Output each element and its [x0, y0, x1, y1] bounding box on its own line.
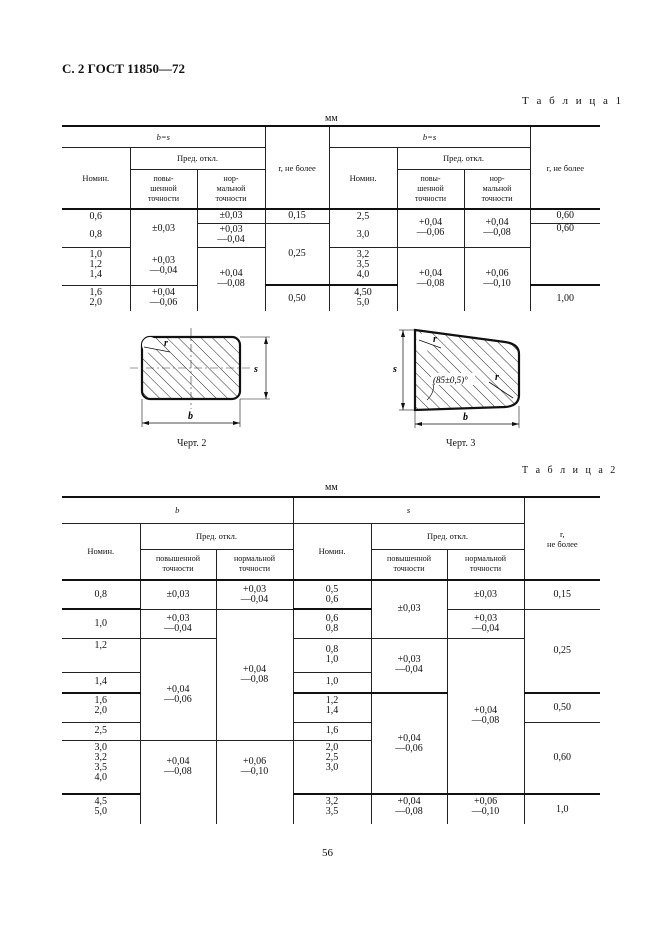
t1-nom-header-right: Номин.	[329, 147, 397, 209]
t2-s-norm-header: нормальной точности	[447, 549, 524, 580]
t1-group-right: b=s	[329, 126, 530, 147]
t2-cell: 0,25	[553, 644, 572, 656]
t1-nom-header-left: Номин.	[62, 147, 130, 209]
t1-cell: +0,03 —0,04	[197, 223, 265, 247]
t1-cell: +0,04 —0,06	[397, 209, 464, 247]
t1-cell: 1,00	[530, 285, 600, 311]
t1-pred-header-left: Пред. откл.	[130, 147, 265, 169]
t2-cell: ±0,03	[371, 580, 447, 638]
figure-3-caption: Черт. 3	[446, 438, 476, 449]
t2-cell: +0,03 —0,04	[447, 609, 524, 638]
fig2-r-label: r	[164, 338, 168, 349]
t1-group-left: b=s	[62, 126, 265, 147]
t2-b-group: b	[62, 497, 293, 523]
t2-cell: +0,04 —0,06	[371, 693, 447, 794]
figure-2-drawing	[120, 325, 280, 440]
t2-b-norm-header: нормальной точности	[216, 549, 293, 580]
t1-pov-header-left: повы- шенной точности	[130, 169, 197, 209]
fig2-b-label: b	[188, 411, 193, 422]
t1-pred-header-right: Пред. откл.	[397, 147, 530, 169]
t2-cell: +0,03 —0,04	[140, 609, 216, 638]
t2-s-group: s	[293, 497, 524, 523]
t2-cell: +0,04 —0,06	[140, 638, 216, 740]
t2-cell: 0,5 0,6	[293, 580, 371, 609]
fig3-r-label-bottom: r	[495, 372, 499, 383]
table2-units: мм	[325, 482, 338, 493]
t1-cell: +0,04 —0,08	[397, 247, 464, 311]
t2-cell: +0,04 —0,08	[140, 740, 216, 824]
table1-units: мм	[325, 113, 338, 124]
t2-cell: 1,0	[293, 672, 371, 693]
table1-caption: Т а б л и ц а 1	[522, 95, 624, 107]
fig3-s-label: s	[393, 364, 397, 375]
t2-cell: +0,06 —0,10	[447, 794, 524, 824]
t2-cell: 1,4	[62, 672, 140, 693]
t1-r-header-right: r, не более	[530, 126, 600, 209]
t2-cell: +0,06 —0,10	[216, 740, 293, 824]
t2-cell: 1,0	[62, 609, 140, 638]
t2-cell: +0,03 —0,04	[216, 580, 293, 609]
t2-r-header: r, не более	[524, 497, 600, 580]
t2-cell: 0,15	[524, 580, 600, 609]
t2-cell: 1,0	[524, 794, 600, 824]
t2-cell: 0,6 0,8	[293, 609, 371, 638]
t1-cell: 0,8	[62, 223, 130, 247]
t1-cell: 0,50	[265, 285, 329, 311]
t2-s-pred-header: Пред. откл.	[371, 523, 524, 549]
t1-cell: 0,25	[265, 223, 329, 285]
t1-cell: 3,2 3,5 4,0	[329, 247, 397, 285]
t2-cell: 0,8	[62, 580, 140, 609]
t1-cell: 0,6	[62, 209, 130, 223]
t2-cell: 3,0 3,2 3,5 4,0	[62, 740, 140, 794]
t2-b-pov-header: повышенной точности	[140, 549, 216, 580]
table1	[62, 125, 600, 311]
t1-cell: +0,06 —0,10	[464, 247, 530, 311]
t2-s-nom-header: Номин.	[293, 523, 371, 580]
fig3-angle-label: (85±0,5)°	[433, 375, 468, 385]
t1-cell: +0,04 —0,06	[130, 285, 197, 311]
fig3-b-label: b	[463, 412, 468, 423]
fig2-s-label: s	[254, 364, 258, 375]
t1-cell: +0,04 —0,08	[197, 247, 265, 311]
t1-cell: 2,5	[329, 209, 397, 223]
t1-r-header-left: r, не более	[265, 126, 329, 209]
t2-cell: 0,50	[524, 693, 600, 722]
page-header: С. 2 ГОСТ 11850—72	[62, 61, 185, 76]
t1-norm-header-right: нор- мальной точности	[464, 169, 530, 209]
t2-cell: 4,5 5,0	[62, 794, 140, 824]
t2-cell: 2,0 2,5 3,0	[293, 740, 371, 794]
t2-cell: 3,2 3,5	[293, 794, 371, 824]
t1-pov-header-right: повы- шенной точности	[397, 169, 464, 209]
t1-cell: 0,60	[556, 222, 575, 234]
figure-2-caption: Черт. 2	[177, 438, 207, 449]
t2-cell: ±0,03	[447, 580, 524, 609]
t2-cell: 2,5	[62, 722, 140, 740]
t2-cell: 1,2	[62, 638, 140, 672]
table2	[62, 496, 600, 824]
t2-cell: ±0,03	[140, 580, 216, 609]
t2-cell: 1,6 2,0	[62, 693, 140, 722]
table2-caption: Т а б л и ц а 2	[522, 465, 618, 476]
t1-norm-header-left: нор- мальной точности	[197, 169, 265, 209]
t2-cell: 0,8 1,0	[293, 638, 371, 672]
t2-cell: +0,03 —0,04	[371, 638, 447, 693]
t2-cell: +0,04 —0,08	[216, 609, 293, 740]
t1-cell: ±0,03	[197, 209, 265, 223]
t2-cell: 1,2 1,4	[293, 693, 371, 722]
t1-cell: 3,0	[329, 223, 397, 247]
fig3-r-label-top: r	[433, 334, 437, 345]
t2-s-pov-header: повышенной точности	[371, 549, 447, 580]
t1-cell: +0,03 —0,04	[130, 247, 197, 285]
t1-cell: 1,6 2,0	[62, 285, 130, 311]
t1-cell: +0,04 —0,08	[464, 209, 530, 247]
t2-cell: 1,6	[293, 722, 371, 740]
t2-b-nom-header: Номин.	[62, 523, 140, 580]
t1-cell: ±0,03	[130, 209, 197, 247]
t1-cell: 0,15	[265, 209, 329, 223]
figure-3-drawing	[385, 320, 535, 440]
t2-cell: 0,60	[553, 751, 572, 763]
page-number: 56	[322, 847, 333, 859]
t2-b-pred-header: Пред. откл.	[140, 523, 293, 549]
t1-cell: 4,50 5,0	[329, 285, 397, 311]
t2-cell: +0,04 —0,08	[447, 638, 524, 794]
t1-cell: 1,0 1,2 1,4	[62, 247, 130, 285]
t1-cell: 0,60	[530, 209, 600, 223]
t2-cell: +0,04 —0,08	[371, 794, 447, 824]
